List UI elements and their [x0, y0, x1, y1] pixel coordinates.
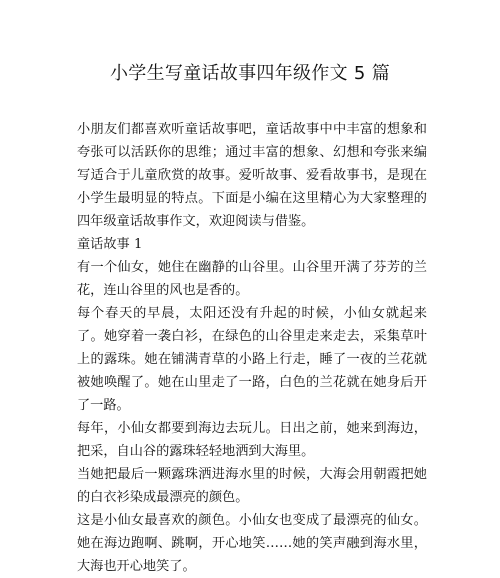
document-body [77, 118, 427, 578]
story-paragraph-3: 每年，小仙女都要到海边去玩儿。日出之前，她来到海边，把采，自山谷的露珠轻轻地洒到大海里。 [77, 421, 427, 459]
story-paragraph-4: 当她把最后一颗露珠洒进海水里的时候，大海会用朝霞把她的白衣衫染成最漂亮的颜色。 [77, 467, 427, 505]
story-heading: 童话故事 1 [77, 237, 143, 252]
intro-paragraph: 小朋友们都喜欢听童话故事吧，童话故事中中丰富的想象和夸张可以活跃你的思维；通过丰富的想象、幻想和夸张来编写适合于儿童欣赏的故事。爱听故事、爱看故事书，是现在小学生最明显的特点。下面是小编在这里精心为大家整理的四年级童话故事作文，欢迎阅读与借鉴。 [77, 122, 427, 229]
story-paragraph-1: 有一个仙女，她住在幽静的山谷里。山谷里开满了芬芳的兰花，连山谷里的风也是香的。 [77, 260, 427, 298]
story-paragraph-5: 这是小仙女最喜欢的颜色。小仙女也变成了最漂亮的仙女。她在海边跑啊、跳啊，开心地笑……她的笑声融到海水里，大海也开心地笑了。 [77, 513, 427, 574]
document-title: 小学生写童话故事四年级作文 5 篇 [110, 63, 390, 84]
story-paragraph-2: 每个春天的早晨，太阳还没有升起的时候，小仙女就起来了。她穿着一袭白衫，在绿色的山谷里走来走去，采集草叶上的露珠。她在铺满青草的小路上行走，睡了一夜的兰花就被她唤醒了。她在山里走了一路，白色的兰花就在她身后开了一路。 [77, 306, 427, 413]
